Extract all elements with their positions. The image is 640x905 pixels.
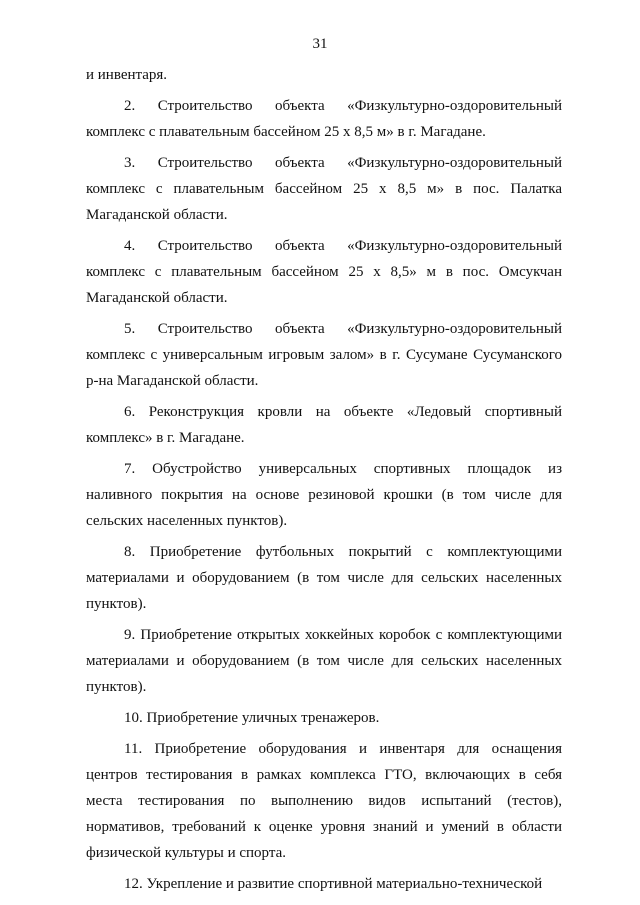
list-item-5: 5. Строительство объекта «Физкультурно-оздоровительный комплекс с универсальным игровым залом» в г. Сусумане Сусуманского р-на Магаданской области. [86,321,562,389]
list-item-4: 4. Строительство объекта «Физкультурно-оздоровительный комплекс с плавательным бассейном 25 х 8,5» м в пос. Омсукчан Магаданской области. [86,238,562,306]
list-item-11: 11. Приобретение оборудования и инвентаря для оснащения центров тестирования в рамках комплекса ГТО, включающих в себя места тестирования по выполнению видов испытаний (тестов), нормативов, требований к оценке уровня знаний и умений в области физической культуры и спорта. [86,741,562,861]
list-item-3: 3. Строительство объекта «Физкультурно-оздоровительный комплекс с плавательным бассейном 25 х 8,5 м» в пос. Палатка Магаданской области. [86,155,562,223]
list-item-7: 7. Обустройство универсальных спортивных площадок из наливного покрытия на основе резиновой крошки (в том числе для сельских населенных пунктов). [86,461,562,529]
list-item-8: 8. Приобретение футбольных покрытий с комплектующими материалами и оборудованием (в том числе для сельских населенных пунктов). [86,544,562,612]
paragraph-continuation: и инвентаря. [86,67,168,83]
list-item-9: 9. Приобретение открытых хоккейных коробок с комплектующими материалами и оборудованием (в том числе для сельских населенных пунктов). [86,627,562,695]
document-body [86,62,562,902]
list-item-2: 2. Строительство объекта «Физкультурно-оздоровительный комплекс с плавательным бассейном 25 х 8,5 м» в г. Магадане. [86,98,562,140]
list-item-10: 10. Приобретение уличных тренажеров. [124,710,380,726]
list-item-6: 6. Реконструкция кровли на объекте «Ледовый спортивный комплекс» в г. Магадане. [86,404,562,446]
page-number: 31 [312,36,328,52]
list-item-12: 12. Укрепление и развитие спортивной материально-технической [124,876,543,892]
